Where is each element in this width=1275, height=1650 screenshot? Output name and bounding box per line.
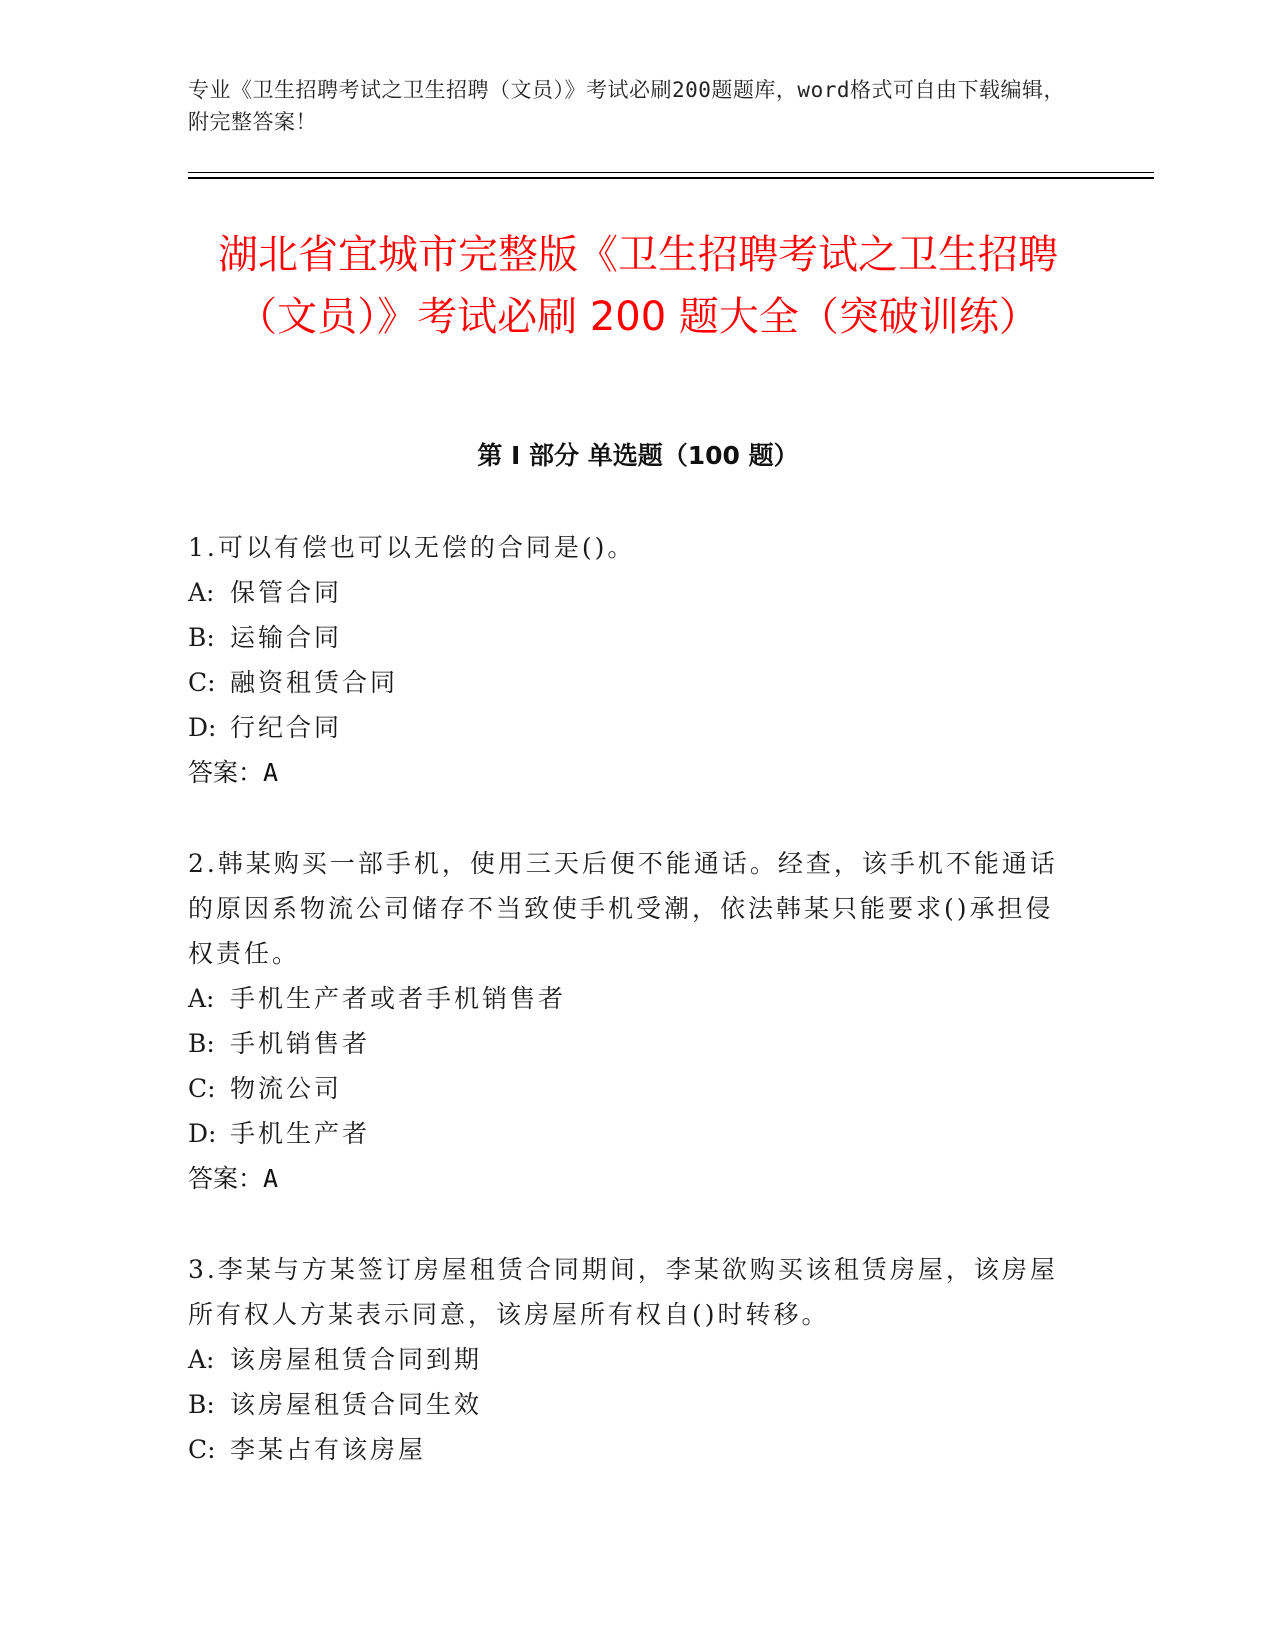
option-letter: C: <box>188 1435 216 1464</box>
document-title: 湖北省宜城市完整版《卫生招聘考试之卫生招聘（文员）》考试必刷 200 题大全（突破训练） <box>218 232 1058 340</box>
answer-label: 答案： <box>188 1164 264 1193</box>
option-text: 融资租赁合同 <box>230 668 399 697</box>
question-stem: 2.韩某购买一部手机，使用三天后便不能通话。经查，该手机不能通话的原因系物流公司储存不当致使手机受潮，依法韩某只能要求()承担侵权责任。 <box>188 849 1058 968</box>
option-d <box>188 1111 1068 1156</box>
option-a <box>188 976 1068 1021</box>
answer-line <box>188 750 1068 795</box>
option-letter: B: <box>188 623 215 652</box>
option-letter: A: <box>188 578 215 607</box>
option-letter: D: <box>188 713 217 742</box>
option-d <box>188 705 1068 750</box>
option-text: 该房屋租赁合同到期 <box>230 1345 483 1374</box>
option-c <box>188 660 1068 705</box>
option-text: 运输合同 <box>230 623 343 652</box>
option-letter: B: <box>188 1390 215 1419</box>
option-a <box>188 570 1068 615</box>
option-text: 李某占有该房屋 <box>230 1435 427 1464</box>
option-text: 手机生产者 <box>230 1119 371 1148</box>
answer-line <box>188 1156 1068 1201</box>
option-b <box>188 1382 1068 1427</box>
option-letter: C: <box>188 668 216 697</box>
question-2 <box>188 841 1068 1201</box>
option-letter: B: <box>188 1029 215 1058</box>
header-note: 专业《卫生招聘考试之卫生招聘（文员）》考试必刷200题题库，word格式可自由下载编辑，附完整答案！ <box>188 78 1065 134</box>
option-b <box>188 1021 1068 1066</box>
option-text: 该房屋租赁合同生效 <box>230 1390 483 1419</box>
question-1 <box>188 525 1068 795</box>
answer-value: A <box>263 758 279 787</box>
option-letter: D: <box>188 1119 217 1148</box>
question-stem: 1.可以有偿也可以无偿的合同是()。 <box>188 533 636 562</box>
option-c <box>188 1066 1068 1111</box>
option-c <box>188 1427 1068 1472</box>
option-text: 手机销售者 <box>230 1029 371 1058</box>
option-b <box>188 615 1068 660</box>
question-3 <box>188 1247 1068 1472</box>
answer-label: 答案： <box>188 758 264 787</box>
option-a <box>188 1337 1068 1382</box>
header-rule-thick <box>188 177 1154 179</box>
option-text: 保管合同 <box>230 578 343 607</box>
option-letter: A: <box>188 1345 215 1374</box>
answer-value: A <box>263 1164 279 1193</box>
header-rule-thin <box>188 172 1154 173</box>
option-text: 物流公司 <box>230 1074 343 1103</box>
option-letter: C: <box>188 1074 216 1103</box>
question-list <box>188 525 1068 1518</box>
option-text: 手机生产者或者手机销售者 <box>230 984 567 1013</box>
option-letter: A: <box>188 984 215 1013</box>
section-title: 第 I 部分 单选题（100 题） <box>477 441 799 470</box>
question-stem: 3.李某与方某签订房屋租赁合同期间，李某欲购买该租赁房屋，该房屋所有权人方某表示同意，该房屋所有权自()时转移。 <box>188 1255 1058 1329</box>
option-text: 行纪合同 <box>230 713 343 742</box>
